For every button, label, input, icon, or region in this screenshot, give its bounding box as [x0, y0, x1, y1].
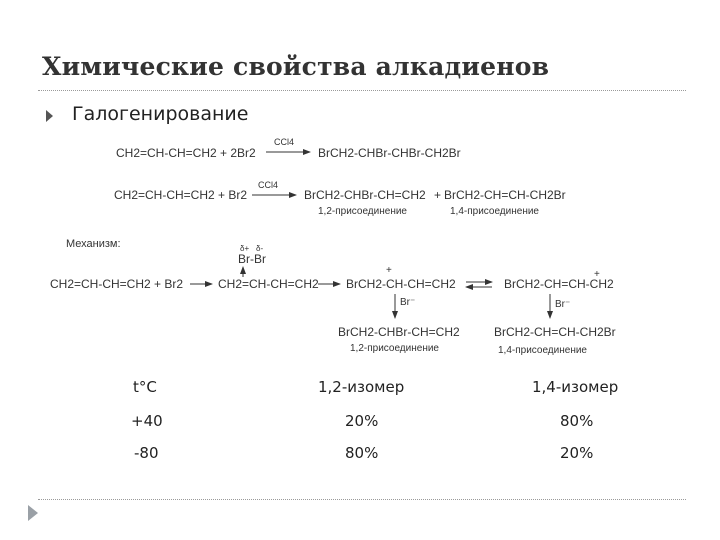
mech-product-14: BrCH2-CH=CH-CH2Br [494, 325, 616, 339]
table-cell-12-2: 80% [345, 444, 379, 462]
eq1-condition: CCl4 [274, 137, 295, 147]
footer-divider [38, 499, 686, 500]
cation1-charge: + [386, 265, 392, 276]
eq1-reactant: CH2=CH-CH=CH2 + 2Br2 [116, 146, 256, 160]
table-header-12: 1,2-изомер [318, 378, 405, 396]
slide-title: Химические свойства алкадиенов [42, 52, 550, 81]
table-cell-14-2: 20% [560, 444, 594, 462]
cation2-charge: + [594, 269, 600, 280]
eq1-product: BrCH2-CHBr-CHBr-CH2Br [318, 146, 461, 160]
mech-label-14: 1,4-присоединение [498, 345, 587, 356]
bromide-2: Br⁻ [555, 299, 571, 310]
mech-cation-2: BrCH2-CH=CH-CH2 [504, 277, 614, 291]
eq2-reactant: CH2=CH-CH=CH2 + Br2 [114, 188, 248, 202]
table-header-14: 1,4-изомер [532, 378, 619, 396]
mech-br-br: Br-Br [238, 252, 266, 266]
eq2-label-12: 1,2-присоединение [318, 206, 407, 217]
eq2-condition: CCl4 [258, 180, 279, 190]
mech-product-12: BrCH2-CHBr-CH=CH2 [338, 325, 460, 339]
table-cell-12-1: 20% [345, 412, 379, 430]
mech-complex: CH2=CH-CH=CH2 [218, 277, 319, 291]
eq2-label-14: 1,4-присоединение [450, 206, 539, 217]
eq2-product-a: BrCH2-CHBr-CH=CH2 [304, 188, 426, 202]
table-header-temp: t°C [133, 378, 157, 396]
mechanism-label: Механизм: [66, 238, 121, 250]
delta-plus: δ+ [240, 244, 250, 253]
bromide-1: Br⁻ [400, 297, 416, 308]
table-cell-temp-1: +40 [131, 412, 163, 430]
table-cell-temp-2: -80 [134, 444, 159, 462]
mech-reactant: CH2=CH-CH=CH2 + Br2 [50, 277, 184, 291]
bullet-halogenation: Галогенирование [72, 103, 249, 125]
footer-arrow-icon [28, 505, 38, 521]
mech-cation-1: BrCH2-CH-CH=CH2 [346, 277, 456, 291]
delta-minus: δ- [256, 244, 264, 253]
mech-label-12: 1,2-присоединение [350, 343, 439, 354]
table-cell-14-1: 80% [560, 412, 594, 430]
eq2-plus: + [434, 188, 442, 202]
eq2-product-b: BrCH2-CH=CH-CH2Br [444, 188, 566, 202]
